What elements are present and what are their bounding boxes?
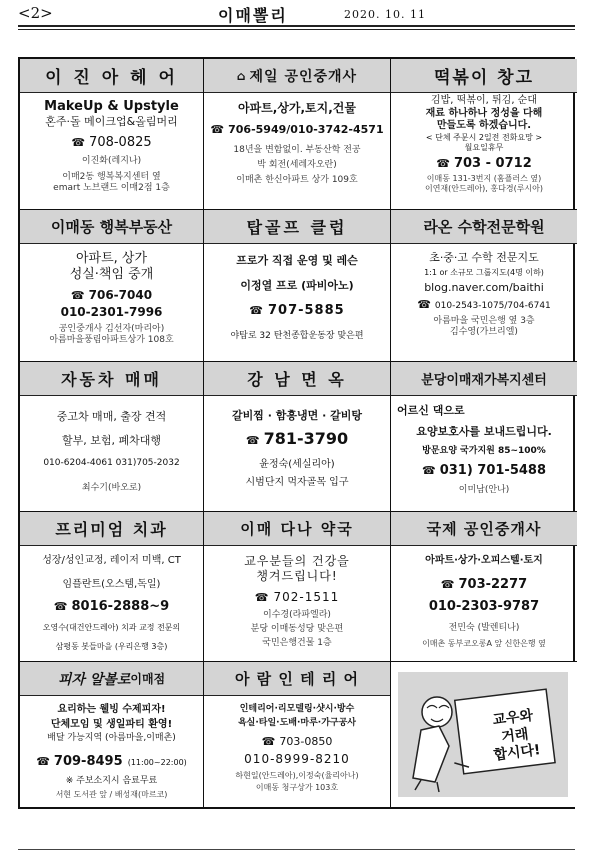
ad-aram-interior bbox=[204, 662, 391, 807]
owner-name: 하현일(안드레아),이정숙(율리아나) bbox=[235, 771, 359, 781]
address: 아름마을풍림아파트상가 108호 bbox=[49, 334, 174, 345]
phone-icon: ☎ bbox=[53, 600, 68, 613]
phone-number: 031) 701-5488 bbox=[439, 462, 547, 478]
ad-premium-dental bbox=[20, 512, 204, 662]
owner-name: 김수영(가브리엘) bbox=[450, 327, 518, 337]
phone-icon: ☎ bbox=[421, 463, 436, 477]
promo-text-2: 만들도록 하겠습니다. bbox=[436, 120, 532, 131]
service-text: 어르신 댁으로 bbox=[397, 404, 465, 417]
ad-title: 라온 수학전문학원 bbox=[391, 210, 577, 244]
service-text: 혼주·돌 메이크업&올림머리 bbox=[45, 115, 178, 129]
business-hours: (11:00~22:00) bbox=[127, 758, 187, 768]
owner-name: 전민숙 (발렌티나) bbox=[448, 623, 520, 633]
owner-name: 윤정숙(세실리아) bbox=[259, 458, 335, 470]
phone-number: 708-0825 bbox=[89, 135, 152, 150]
mobile-number: 010-2301-7996 bbox=[60, 304, 163, 319]
page-number: <2> bbox=[18, 4, 53, 22]
address: 서현 도서관 앞 / 배성재(마르코) bbox=[55, 789, 168, 799]
slogan: 교우분들의 건강을 bbox=[244, 554, 350, 568]
ad-haengbok-realty bbox=[20, 210, 204, 362]
ad-title: 아 람 인 테 리 어 bbox=[204, 662, 390, 696]
address: 시범단지 먹자골목 입구 bbox=[245, 477, 349, 489]
service-text: 초·중·고 수학 전문지도 bbox=[429, 251, 539, 264]
ad-title: 탑골프 클럽 bbox=[204, 210, 390, 244]
phone-number: 703 - 0712 bbox=[453, 155, 532, 171]
service-text: 프로가 직접 운영 및 레슨 bbox=[236, 254, 358, 267]
closed-day: 월요일휴무 bbox=[464, 142, 504, 152]
ad-jeil-realty bbox=[204, 59, 391, 210]
owner-name: 오영수(대건안드레아) 치과 교정 전문의 bbox=[42, 623, 181, 633]
coupon-note: ※ 주보소지시 음료무료 bbox=[65, 775, 158, 786]
address: 이매동 청구상가 103호 bbox=[255, 783, 339, 793]
address: 분당 이매동성당 맞은편 bbox=[250, 624, 344, 635]
menu-text: 갈비찜 · 함흥냉면 · 갈비탕 bbox=[232, 409, 362, 422]
issue-date: 2020. 10. 11 bbox=[344, 8, 426, 21]
class-info: 1:1 or 소규모 그룹지도(4명 이하) bbox=[424, 267, 544, 277]
ad-gukje-realty bbox=[391, 512, 577, 662]
service-text-2: 요양보호사를 보내드립니다. bbox=[416, 424, 552, 438]
phone-icon: ☎ bbox=[440, 577, 455, 591]
promo-text: 재료 하나하나 정성을 다해 bbox=[425, 107, 543, 119]
service-text-2: 임플란트(오스템,독일) bbox=[62, 578, 161, 590]
service-text: 아파트·상가·오피스텔·토지 bbox=[425, 555, 543, 566]
owner-name: 최수기(바오로) bbox=[81, 482, 142, 493]
ad-imae-dana-pharmacy bbox=[204, 512, 391, 662]
phone-number: 706-7040 bbox=[88, 287, 153, 302]
tagline: MakeUp & Upstyle bbox=[44, 99, 179, 114]
address: 아름마을 국민은행 옆 3층 bbox=[433, 315, 535, 326]
ad-raon-math-academy bbox=[391, 210, 577, 362]
phone-number: 010-2543-1075/704-6741 bbox=[434, 300, 551, 311]
ad-tteokbokki-changgo bbox=[391, 59, 577, 210]
address: 이매동 131-3번지 (홈플러스 옆) bbox=[426, 173, 542, 183]
ad-title-brand: 피자 알볼로 bbox=[57, 671, 131, 688]
service-text-2: 할부, 보험, 폐차대행 bbox=[62, 433, 161, 447]
owner-name: 이미남(안나) bbox=[458, 485, 510, 495]
slogan-2: 챙겨드립니다! bbox=[256, 569, 338, 583]
ad-top-golf-club bbox=[204, 210, 391, 362]
ad-ijina-hair bbox=[20, 59, 204, 210]
owner-name: 이정열 프로 (파비아노) bbox=[240, 278, 354, 292]
footer-rule bbox=[18, 849, 575, 850]
ad-title: 떡볶이 창고 bbox=[391, 59, 577, 93]
phone-number: 010-6204-4061 031)705-2032 bbox=[43, 457, 180, 468]
phone-icon: ☎ bbox=[249, 303, 264, 317]
phone-number: 781-3790 bbox=[263, 428, 349, 448]
phone-icon: ☎ bbox=[417, 297, 431, 311]
address: 삼평동 봇들마을 (우리은행 3층) bbox=[55, 642, 168, 652]
owner-name: 이수경(라파엘라) bbox=[263, 610, 331, 620]
menu-text: 김밥, 떡볶이, 튀김, 순대 bbox=[430, 95, 537, 106]
ad-bundang-welfare-center bbox=[391, 362, 577, 512]
owner-name: 이연재(안드레아), 홍다경(루시아) bbox=[424, 183, 544, 193]
service-text: 인테리어·리모델링·샷시·방수 bbox=[239, 704, 355, 714]
owner-name: 박 회전(세레자오란) bbox=[257, 160, 337, 170]
address: 야탑로 32 탄천종합운동장 맞은편 bbox=[230, 330, 364, 341]
ad-used-car-dealer bbox=[20, 362, 204, 512]
phone-icon: ☎ bbox=[70, 288, 85, 302]
service-text-2: 욕실·타일·도배·마루·가구공사 bbox=[237, 718, 356, 729]
ad-title-branch: 이매점 bbox=[130, 672, 166, 686]
phone-number: 709-8495 bbox=[53, 754, 123, 770]
address: 이매2동 행복복지센터 옆 bbox=[62, 171, 161, 182]
ad-title: 국제 공인중개사 bbox=[391, 512, 577, 546]
slogan-2: 단체모임 및 생일파티 환영! bbox=[50, 718, 173, 730]
house-icon: ⌂ bbox=[236, 68, 247, 83]
ad-title: 이매동 행복부동산 bbox=[20, 210, 203, 244]
service-text: 아파트,상가,토지,건물 bbox=[237, 101, 356, 115]
address: 이매촌 한신아파트 상가 109호 bbox=[236, 175, 358, 186]
support-info: 방문요양 국가지원 85~100% bbox=[422, 445, 546, 456]
ad-title: 이매 다나 약국 bbox=[204, 512, 390, 546]
sign-text-line3: 합시다! bbox=[492, 742, 542, 764]
phone-number: 703-2277 bbox=[458, 576, 528, 592]
phone-number: 702-1511 bbox=[273, 590, 340, 604]
mobile-number: 010-8999-8210 bbox=[244, 752, 350, 767]
ad-title: 자동차 매매 bbox=[20, 362, 203, 396]
phone-icon: ☎ bbox=[210, 123, 225, 136]
order-note: < 단체 주문시 2일전 전화요망 > bbox=[425, 132, 543, 142]
service-text: 중고차 매매, 출장 견적 bbox=[56, 410, 167, 423]
header-rule-thin bbox=[18, 29, 575, 30]
slogan: 성실·책임 중개 bbox=[69, 267, 154, 283]
phone-number: 706-5949/010-3742-4571 bbox=[228, 123, 384, 136]
page-header bbox=[18, 2, 575, 24]
ad-title: 강 남 면 옥 bbox=[204, 362, 390, 396]
phone-number: 703-0850 bbox=[279, 734, 333, 748]
slogan: 요리하는 웰빙 수제피자! bbox=[57, 704, 166, 715]
address-detail: 국민은행건물 1층 bbox=[262, 637, 332, 648]
blog-link[interactable]: blog.naver.com/baithi bbox=[424, 280, 544, 294]
service-text: 성장/성인교정, 레이저 미백, CT bbox=[42, 555, 181, 566]
ad-grid bbox=[18, 57, 575, 809]
sign-text-line2: 거래 bbox=[500, 725, 530, 746]
phone-icon: ☎ bbox=[36, 755, 50, 769]
bulletin-title: 이매뽈리 bbox=[218, 6, 288, 25]
sign-text-line1: 교우와 bbox=[491, 707, 534, 729]
address: 이매촌 동부코오롱A 앞 신한은행 옆 bbox=[422, 639, 546, 649]
phone-icon: ☎ bbox=[436, 156, 450, 170]
phone-icon: ☎ bbox=[254, 591, 270, 604]
owner-name: 공인중개사 김선자(마리아) bbox=[58, 323, 165, 334]
description: 18년을 변함없이. 부동산학 전공 bbox=[233, 144, 361, 155]
ad-gangnam-myeonok bbox=[204, 362, 391, 512]
address-detail: emart 노브랜드 이매2점 1층 bbox=[53, 182, 170, 193]
header-rule bbox=[18, 25, 575, 27]
owner-name: 이진화(레지나) bbox=[81, 156, 142, 167]
ad-title: 프리미엄 치과 bbox=[20, 512, 203, 546]
ad-title: 분당이매재가복지센터 bbox=[391, 362, 577, 396]
phone-icon: ☎ bbox=[71, 136, 86, 149]
mobile-number: 010-2303-9787 bbox=[428, 598, 540, 614]
ad-trade-with-parishioners bbox=[391, 662, 577, 807]
phone-number: 707-5885 bbox=[267, 302, 345, 318]
ad-pizza-alvolo bbox=[20, 662, 204, 807]
ad-title: 이 진 아 헤 어 bbox=[20, 59, 203, 93]
phone-icon: ☎ bbox=[245, 433, 260, 447]
ad-title: 제일 공인중개사 bbox=[249, 68, 358, 85]
phone-icon: ☎ bbox=[261, 734, 276, 748]
delivery-area: 배달 가능지역 (아름마을,이매촌) bbox=[47, 733, 176, 743]
service-text: 아파트, 상가 bbox=[75, 251, 148, 266]
phone-number: 8016-2888~9 bbox=[71, 599, 170, 614]
